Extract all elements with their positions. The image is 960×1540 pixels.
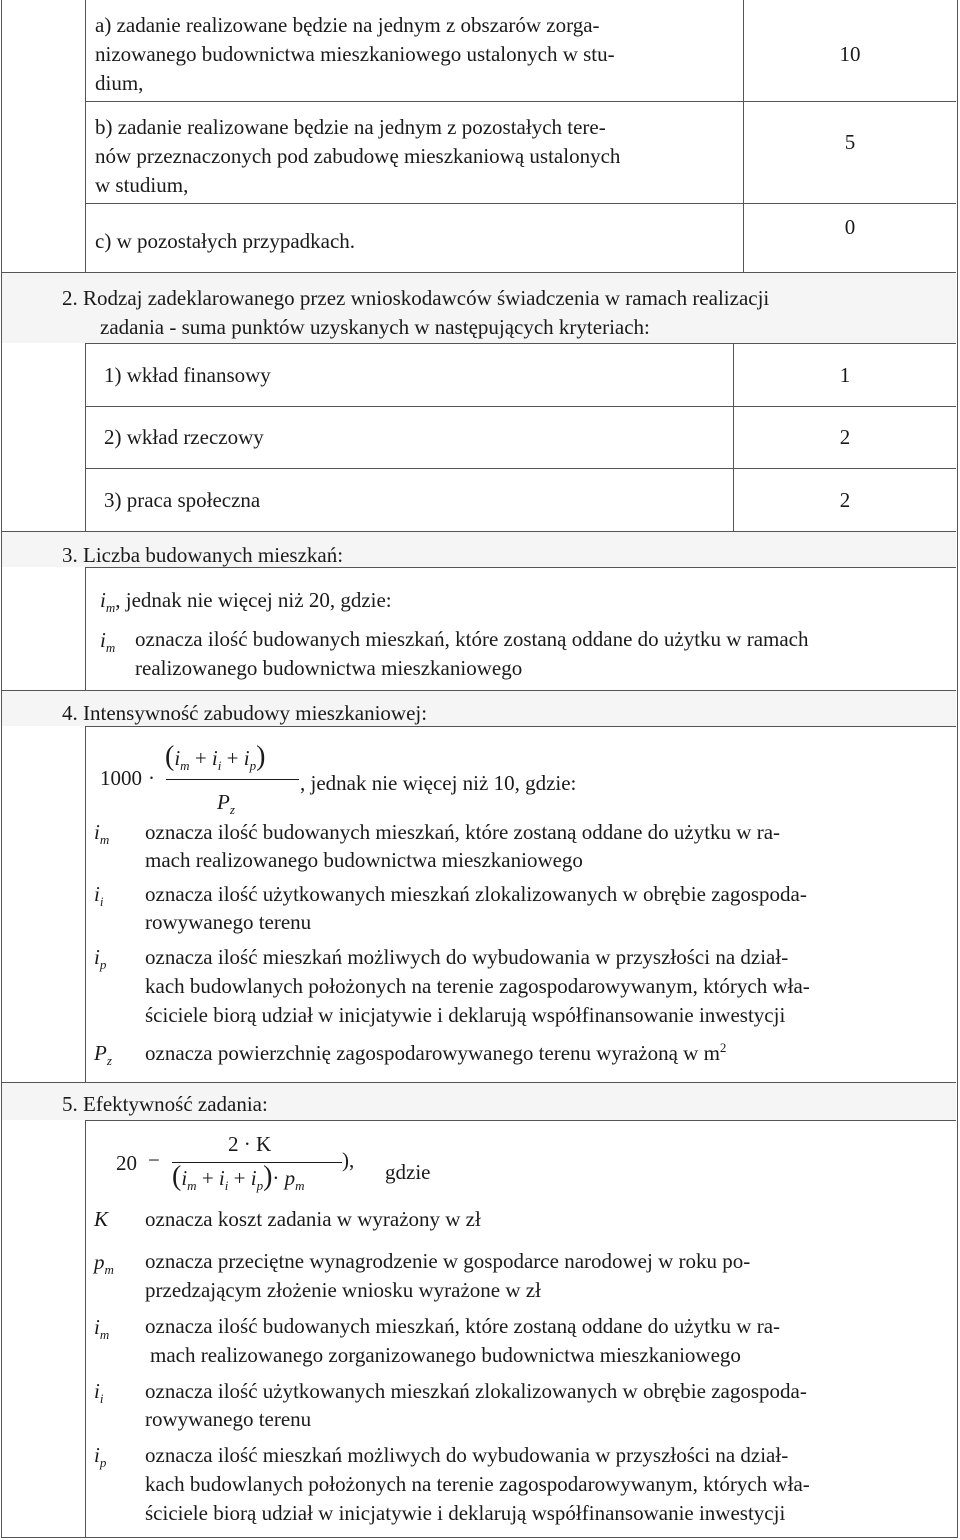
section3-header-bottom	[85, 567, 956, 568]
section2-points-divider	[733, 343, 734, 531]
formula5-numerator: 2 · K	[228, 1132, 272, 1156]
section3-left-border	[85, 567, 86, 690]
formula4-text: , jednak nie więcej niż 10, gdzie:	[300, 771, 577, 795]
option-a-line3: dium,	[95, 71, 144, 95]
def5-im-line1: oznacza ilość budowanych mieszkań, które zostaną oddane do użytku w ra-	[145, 1314, 781, 1338]
section2-bottom	[2, 531, 956, 532]
section5-header-bottom	[85, 1120, 956, 1121]
def4-ip-symbol: $i_p$	[94, 945, 107, 972]
row1-divider-a	[85, 101, 956, 102]
row1-left-border	[85, 0, 86, 272]
formula5-gdzie: gdzie	[385, 1160, 431, 1184]
formula4-denominator: $P_z$	[217, 790, 235, 817]
option-b-points: 5	[844, 130, 856, 154]
section5-left-border	[85, 1120, 86, 1537]
section2-divider-1	[85, 406, 956, 407]
def4-ii-line2: rowywanego terenu	[145, 910, 312, 934]
criterion-material: 2) wkład rzeczowy	[104, 425, 264, 449]
formula4-numerator: $(i_m + i_i + i_p)$	[165, 741, 266, 773]
option-b-line1: b) zadanie realizowane będzie na jednym z pozostałych tere-	[95, 115, 606, 139]
formula5-minus: −	[148, 1148, 160, 1172]
section3-bottom	[2, 690, 956, 691]
section5-title: 5. Efektywność zadania:	[62, 1092, 268, 1116]
def4-ip-line3: ściciele biorą udział w inicjatywie i deklarują współfinansowanie inwestycji	[145, 1003, 786, 1027]
section4-left-border	[85, 726, 86, 1082]
def5-im-line2: mach realizowanego zorganizowanego budownictwa mieszkaniowego	[150, 1343, 741, 1367]
section4-header-bottom	[85, 726, 956, 727]
section2-title-line2: zadania - suma punktów uzyskanych w następujących kryteriach:	[100, 315, 650, 339]
section2-left-border	[85, 343, 86, 531]
def5-ii-line1: oznacza ilość użytkowanych mieszkań zlokalizowanych w obrębie zagospoda-	[145, 1379, 807, 1403]
section3-formula-text: , jednak nie więcej niż 20, gdzie:	[115, 588, 392, 612]
var-sub-m: m	[105, 600, 116, 615]
def4-pz-line: oznacza powierzchnię zagospodarowywanego terenu wyrażoną w $m^2$	[145, 1040, 727, 1065]
option-c-points: 0	[844, 215, 856, 239]
def4-ip-line2: kach budowlanych położonych na terenie zagospodarowywanym, których wła-	[145, 974, 810, 998]
criterion-financial-points: 1	[839, 363, 851, 387]
row1-points-divider	[743, 0, 744, 272]
var-i: i	[100, 588, 106, 612]
row1-bottom	[2, 272, 956, 273]
def5-ip-symbol: $i_p$	[94, 1443, 107, 1470]
section2-divider-2	[85, 468, 956, 469]
def4-ii-line1: oznacza ilość użytkowanych mieszkań zlokalizowanych w obrębie zagospoda-	[145, 882, 807, 906]
option-a-line1: a) zadanie realizowane będzie na jednym z obszarów zorga-	[95, 13, 600, 37]
def4-im-symbol: $i_m$	[94, 820, 110, 847]
section3-title: 3. Liczba budowanych mieszkań:	[62, 543, 344, 567]
section4-bottom	[2, 1082, 956, 1083]
def5-ii-symbol: $i_i$	[94, 1379, 104, 1406]
def4-ip-line1: oznacza ilość mieszkań możliwych do wybudowania w przyszłości na dział-	[145, 945, 789, 969]
def5-im-symbol: $i_m$	[94, 1315, 110, 1342]
def5-ii-line2: rowywanego terenu	[145, 1407, 312, 1431]
section3-def-symbol: $i_m$	[100, 628, 116, 655]
def4-pz-symbol: $P_z$	[94, 1041, 112, 1068]
option-a-line2: nizowanego budownictwa mieszkaniowego ustalonych w stu-	[95, 42, 615, 66]
criterion-social-work: 3) praca społeczna	[104, 488, 261, 512]
def5-pm-line2: przedzającym złożenie wniosku wyrażone w zł	[145, 1278, 541, 1302]
formula5-const: 20	[116, 1151, 137, 1175]
section3-formula	[100, 586, 392, 617]
section3-def-line2: realizowanego budownictwa mieszkaniowego	[135, 656, 523, 680]
row1-divider-b	[85, 203, 956, 204]
criterion-material-points: 2	[839, 425, 851, 449]
section4-title: 4. Intensywność zabudowy mieszkaniowej:	[62, 701, 428, 725]
formula4-const: 1000	[100, 766, 142, 790]
section3-def-line1: oznacza ilość budowanych mieszkań, które zostaną oddane do użytku w ramach	[135, 627, 809, 651]
def5-ip-line1: oznacza ilość mieszkań możliwych do wybudowania w przyszłości na dział-	[145, 1443, 789, 1467]
option-b-line2: nów przeznaczonych pod zabudowę mieszkaniową ustalonych	[95, 144, 621, 168]
def5-k-line1: oznacza koszt zadania w wyrażony w zł	[145, 1207, 481, 1231]
def4-im-line2: mach realizowanego budownictwa mieszkaniowego	[145, 848, 583, 872]
formula4-dot: ·	[148, 766, 155, 790]
option-b-line3: w studium,	[95, 173, 189, 197]
criterion-financial: 1) wkład finansowy	[104, 363, 271, 387]
def5-pm-line1: oznacza przeciętne wynagrodzenie w gospodarce narodowej w roku po-	[145, 1249, 751, 1273]
criterion-social-work-points: 2	[839, 488, 851, 512]
section2-title-line1: 2. Rodzaj zadeklarowanego przez wnioskodawców świadczenia w ramach realizacji	[62, 286, 770, 310]
def5-ip-line3: ściciele biorą udział w inicjatywie i deklarują współfinansowanie inwestycji	[145, 1501, 786, 1525]
section2-header-bottom	[85, 343, 956, 344]
def4-ii-symbol: $i_i$	[94, 882, 104, 909]
formula4-fraction-bar	[166, 779, 299, 780]
option-c-line: c) w pozostałych przypadkach.	[95, 229, 356, 253]
def5-k-symbol: K	[94, 1207, 109, 1231]
def5-pm-symbol: $p_m$	[94, 1250, 114, 1277]
option-a-points: 10	[839, 42, 861, 66]
formula5-denominator: $(i_m + i_i + i_p)\cdot p_m$	[172, 1161, 305, 1193]
formula5-close: ),	[342, 1148, 355, 1172]
def5-ip-line2: kach budowlanych położonych na terenie zagospodarowywanym, których wła-	[145, 1472, 810, 1496]
def4-im-line1: oznacza ilość budowanych mieszkań, które zostaną oddane do użytku w ra-	[145, 820, 781, 844]
